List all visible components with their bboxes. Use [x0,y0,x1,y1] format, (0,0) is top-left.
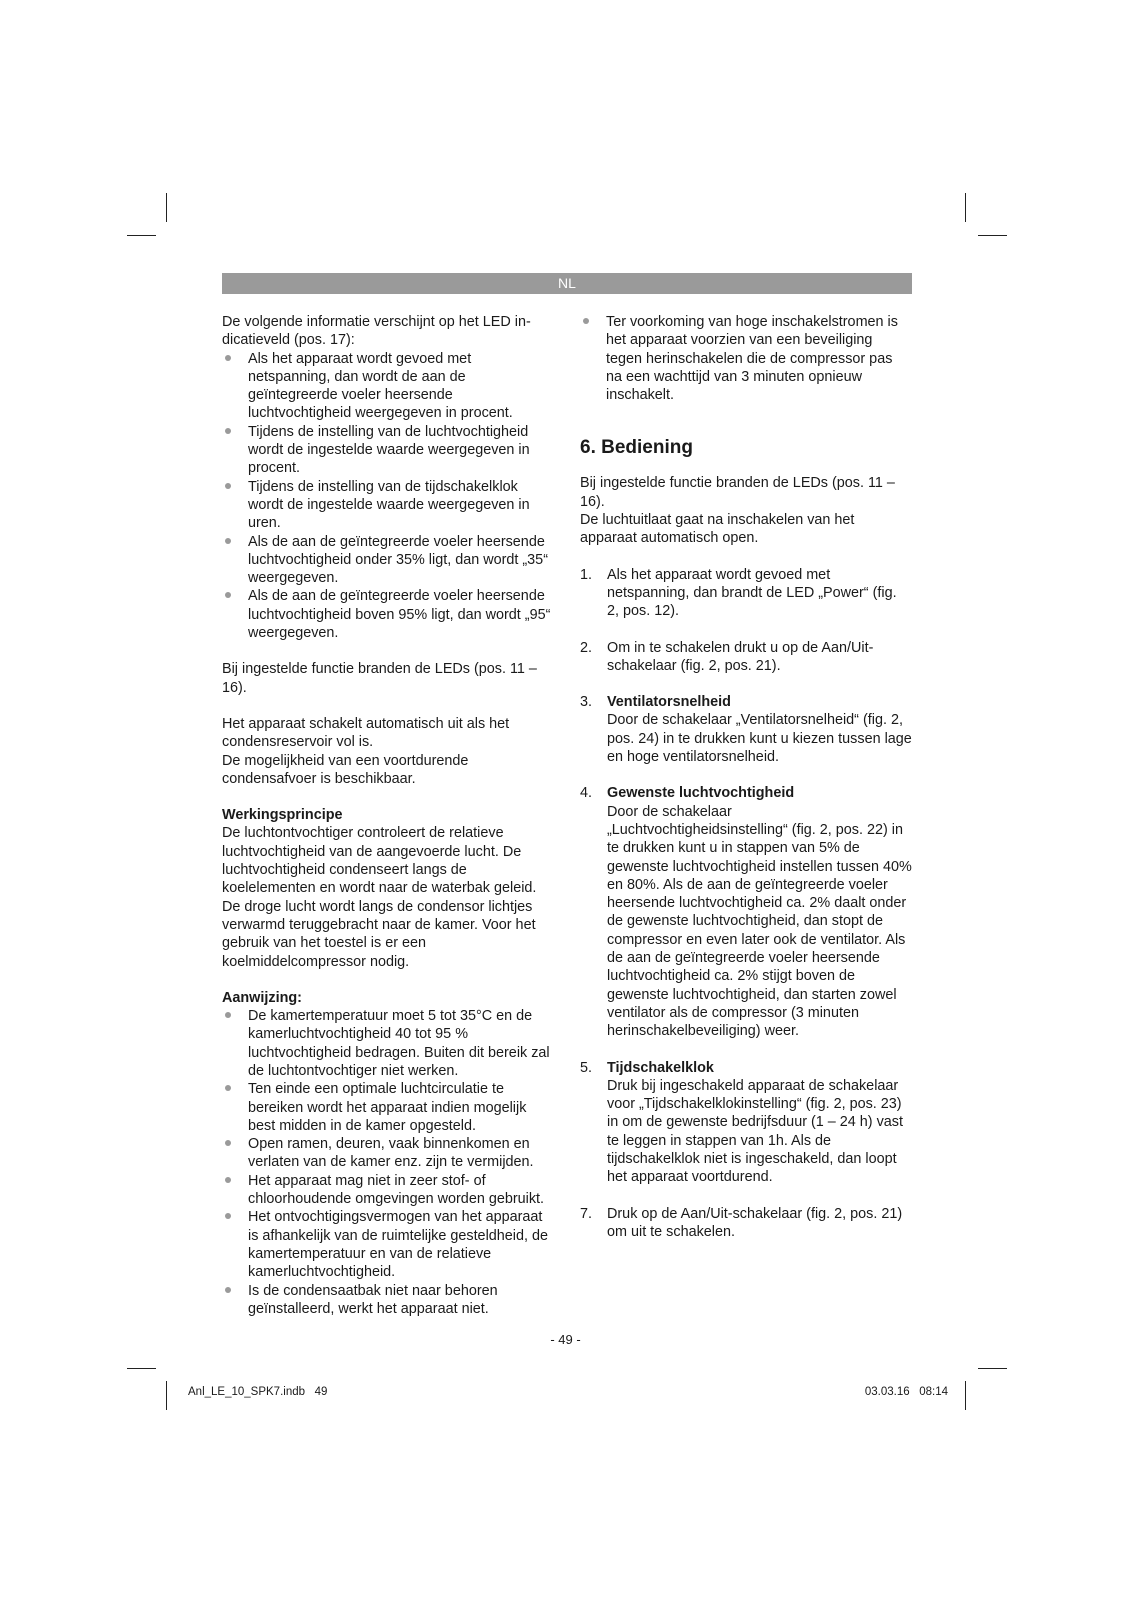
crop-mark [127,1368,156,1369]
language-label: NL [558,275,576,291]
step-item [580,1205,912,1242]
list-item: Ten einde een optimale luchtcirculatie te bereiken wordt het apparaat indien mogelijk best midden in de kamer opgesteld. [222,1080,554,1135]
step-text: Door de schakelaar „Luchtvochtigheidsinstelling“ (fig. 2, pos. 22) in te drukken kunt u in stappen van 5% de gewenste luchtvochtigheid instellen tussen 40% en 80%. Als de aan de geïntegreerde voeler heersende luchtvochtigheid ca. 2% daalt onder de gewenste luchtvochtigheid, dan stopt de compressor en even later ook de ventilator. Als de aan de geïntegreerde voeler heersende luchtvochtigheid ca. 2% stijgt boven de gewenste luchtvochtigheid, dan starten zowel ventilator als de compressor (3 minuten herinschakelbeveiliging) weer. [607,803,912,1040]
list-item: Ter voorkoming van hoge inschakelstromen is het apparaat voorzien van een beveiliging tegen herinschakelen die de compressor pas na een wachttijd van 3 minuten opnieuw inschakelt. [580,313,912,404]
step-number: 7. [580,1205,593,1222]
step-title: Gewenste luchtvochtigheid [607,785,795,802]
protection-bullet-list [580,313,912,404]
step-number: 3. [580,694,593,711]
step-text: Door de schakelaar „Ventilatorsnelheid“ (fig. 2, pos. 24) in te drukken kunt u kiezen tussen lage en hoge ventilatorsnelheid. [607,712,912,766]
step-number: 5. [580,1059,593,1076]
drain-paragraph: De mogelijkheid van een voortdurende condensafvoer is beschikbaar. [222,752,469,787]
step-title: Tijdschakelklok [607,1059,714,1076]
led-bullet-list [222,350,554,643]
list-item: Het apparaat mag niet in zeer stof- of chloorhoudende omgevingen worden gebruikt. [222,1172,554,1209]
crop-mark [965,193,966,222]
file-slug: Anl_LE_10_SPK7.indb 49 [188,1386,328,1398]
note-bullet-list [222,1007,554,1318]
step-text: Als het apparaat wordt gevoed met netspanning, dan brandt de LED „Power“ (fig. 2, pos. 12). [607,566,897,620]
page-number: - 49 - [550,1332,581,1347]
language-header-bar [222,273,912,294]
crop-mark [978,235,1007,236]
principle-paragraph: De luchtontvochtiger controleert de relatieve luchtvochtigheid van de aangevoerde lucht. De luchtvochtigheid condenseert langs de koelelementen en wordt naar de waterbak geleid. De droge lucht wordt langs de condensor lichtjes verwarmd teruggebracht naar de kamer. Voor het gebruik van het toestel is er een koelmiddelcompressor nodig. [222,825,537,970]
step-number: 2. [580,639,593,656]
section-title: 6. Bediening [580,437,693,459]
list-item: De kamertemperatuur moet 5 tot 35°C en de kamerluchtvochtigheid 40 tot 95 % luchtvochtigheid bedragen. Buiten dit bereik zal de luchtontvochtiger niet werken. [222,1007,554,1080]
list-item: Als de aan de geïntegreerde voeler heersende luchtvochtigheid boven 95% ligt, dan wordt „95“ weergegeven. [222,587,554,642]
leds-paragraph: Bij ingestelde functie branden de LEDs (pos. 11 – 16). [222,661,537,696]
list-item: Tijdens de instelling van de luchtvochtigheid wordt de ingestelde waarde weergegeven in procent. [222,423,554,478]
crop-mark [166,1381,167,1410]
step-item [580,566,912,621]
auto-off-paragraph: Het apparaat schakelt automatisch uit als het condensreservoir vol is. [222,715,510,751]
list-item: Open ramen, deuren, vaak binnenkomen en verlaten van de kamer enz. zijn te vermijden. [222,1135,554,1172]
note-heading: Aanwijzing: [222,989,302,1006]
date-slug: 03.03.16 08:14 [864,1386,948,1398]
step-text: Druk bij ingeschakeld apparaat de schakelaar voor „Tijdschakelklokinstelling“ (fig. 2, pos. 23) in om de gewenste bedrijfsduur (1 – 24 h) vast te leggen in stappen van 1h. Als de tijdschakelklok niet is ingeschakeld, dan loopt het apparaat voortdurend. [607,1077,903,1186]
right-column [580,313,912,1259]
crop-mark [978,1368,1007,1369]
list-item: Is de condensaatbak niet naar behoren geïnstalleerd, werkt het apparaat niet. [222,1282,554,1319]
step-title: Ventilatorsnelheid [607,694,731,711]
leds-paragraph: Bij ingestelde functie branden de LEDs (pos. 11 – 16). [580,475,895,510]
list-item: Tijdens de instelling van de tijdschakelklok wordt de ingestelde waarde weergegeven in uren. [222,478,554,533]
step-item [580,639,912,676]
crop-mark [965,1381,966,1410]
list-item: Het ontvochtigingsvermogen van het apparaat is afhankelijk van de ruimtelijke gesteldheid, de kamertemperatuur en van de relatieve kamerluchtvochtigheid. [222,1208,554,1281]
step-item [580,784,912,1040]
list-item: Als de aan de geïntegreerde voeler heersende luchtvochtigheid onder 35% ligt, dan wordt „35“ weergegeven. [222,533,554,588]
step-text: Om in te schakelen drukt u op de Aan/Uit-schakelaar (fig. 2, pos. 21). [607,639,874,674]
step-number: 1. [580,566,593,583]
outlet-paragraph: De luchtuitlaat gaat na inschakelen van het apparaat automatisch open. [580,512,855,547]
crop-mark [127,235,156,236]
step-item [580,1059,912,1187]
led-intro: De volgende informatie verschijnt op het LED in-dicatieveld (pos. 17): [222,314,531,349]
step-number: 4. [580,785,593,802]
step-item [580,693,912,766]
operation-steps [580,566,912,1242]
list-item: Als het apparaat wordt gevoed met netspanning, dan wordt de aan de geïntegreerde voeler heersende luchtvochtigheid weergegeven in procent. [222,350,554,423]
principle-heading: Werkingsprincipe [222,807,343,824]
step-text: Druk op de Aan/Uit-schakelaar (fig. 2, pos. 21) om uit te schakelen. [607,1205,903,1240]
left-column [222,313,554,1318]
crop-mark [166,193,167,222]
